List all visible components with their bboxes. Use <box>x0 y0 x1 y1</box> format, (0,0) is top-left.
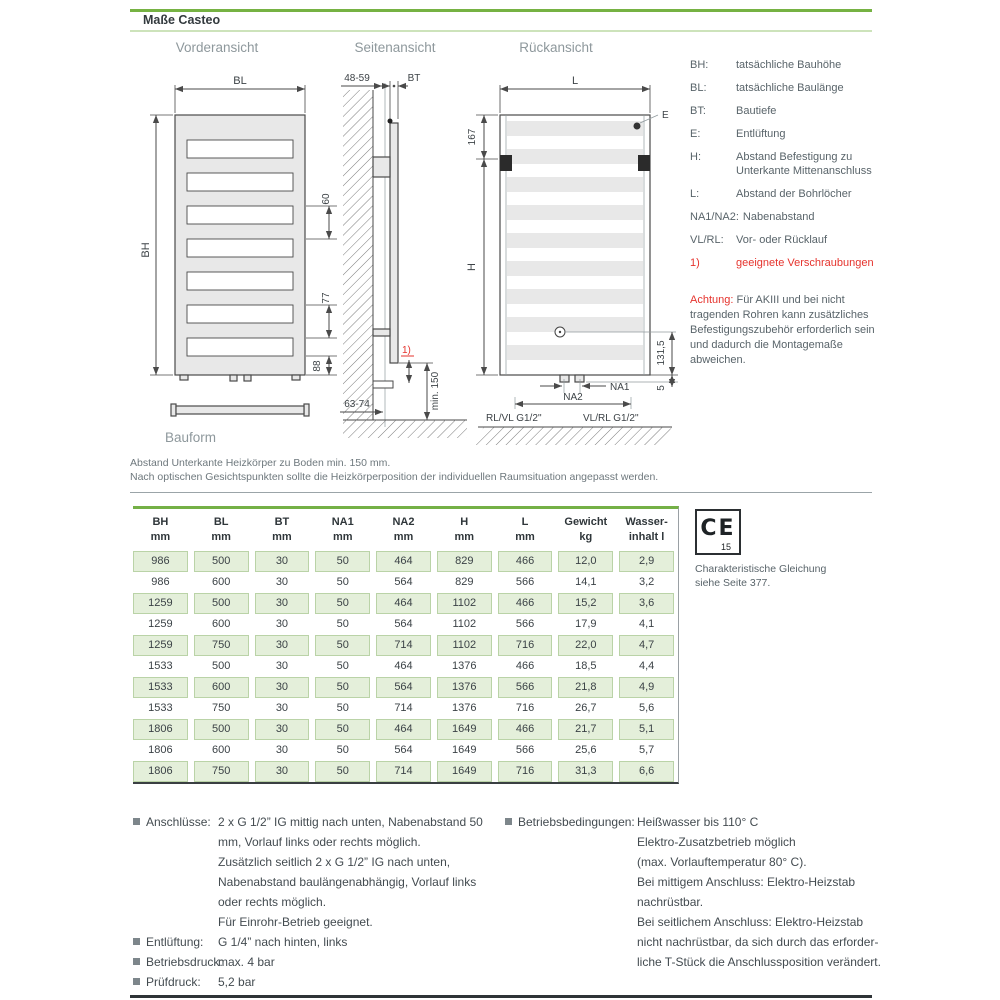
table-cell: 1649 <box>437 761 492 782</box>
column-header <box>315 515 370 545</box>
table-cell: 31,3 <box>558 761 613 782</box>
legend-value: tatsächliche Baulänge <box>736 82 844 94</box>
column-header <box>133 515 188 545</box>
radiator-side-body <box>390 123 398 363</box>
dim-88 <box>306 356 337 375</box>
spec-label <box>133 932 218 952</box>
header-name: BH <box>152 516 169 528</box>
table-cell: 50 <box>315 593 370 614</box>
legend-value: geeignete Verschraubungen <box>736 257 874 269</box>
table-cell: 986 <box>133 551 188 572</box>
spec-value <box>637 812 881 972</box>
table-cell: 600 <box>194 677 249 698</box>
table-cell: 564 <box>394 744 413 756</box>
rear-view-drawing <box>460 55 690 455</box>
table-cell: 21,8 <box>558 677 613 698</box>
spec-value-line: nachrüstbar. <box>637 895 704 909</box>
spec-value-line: 5,2 bar <box>218 975 256 989</box>
spec-value-line: 2 x G 1/2” IG mittig nach unten, Nabenabstand 50 <box>218 815 483 829</box>
svg-text:63-74: 63-74 <box>344 399 370 410</box>
table-row <box>133 740 674 761</box>
table-row <box>133 761 674 782</box>
table-row <box>133 593 674 614</box>
spec-label-text: Prüfdruck: <box>146 975 201 989</box>
ce-note <box>695 562 826 590</box>
table-cell: 6,6 <box>619 761 674 782</box>
table-cell: 30 <box>255 719 310 740</box>
legend-key: BH: <box>690 59 709 71</box>
table-cell: 30 <box>255 551 310 572</box>
svg-text:NA2: NA2 <box>563 392 583 403</box>
legend-value: Bautiefe <box>736 105 777 117</box>
svg-text:167: 167 <box>467 128 478 146</box>
spec-label-text: Entlüftung: <box>146 935 204 949</box>
spec-value-line: (max. Vorlauftemperatur 80° C). <box>637 855 807 869</box>
table-cell: 50 <box>315 761 370 782</box>
dim-wall-offset <box>341 73 382 86</box>
table-cell: 30 <box>275 576 289 588</box>
table-cell: 500 <box>194 719 249 740</box>
column-header <box>619 515 674 545</box>
legend <box>690 58 875 279</box>
spec-group <box>133 812 498 932</box>
rear-view-label: Rückansicht <box>519 40 593 55</box>
legend-value: tatsächliche Bauhöhe <box>736 59 842 71</box>
header-name: L <box>521 516 529 528</box>
table-cell: 1806 <box>133 761 188 782</box>
header-unit: mm <box>150 531 171 543</box>
header-unit: mm <box>393 531 414 543</box>
spec-value <box>218 932 498 952</box>
footnotes <box>130 456 658 484</box>
table-cell: 50 <box>336 618 349 630</box>
table-cell: 466 <box>498 719 553 740</box>
ce-note-line-1: Charakteristische Gleichung <box>695 563 827 575</box>
ground-hatch <box>472 427 672 445</box>
bullet-square-icon <box>133 818 140 825</box>
table-cell: 714 <box>376 635 431 656</box>
spec-value-line: Bei mittigem Anschluss: Elektro-Heizstab <box>637 875 856 889</box>
legend-item <box>690 256 875 270</box>
table-cell: 564 <box>394 576 413 588</box>
spec-label <box>133 952 223 972</box>
table-header-row <box>133 509 674 551</box>
floor-hatch <box>343 420 467 438</box>
table-row <box>133 635 674 656</box>
radiator-front-feet <box>180 375 300 381</box>
svg-text:min. 150: min. 150 <box>430 371 441 411</box>
svg-text:88: 88 <box>312 360 323 372</box>
mounting-bracket-left <box>500 155 512 171</box>
bottom-rule <box>130 995 872 998</box>
table-cell: 50 <box>336 576 349 588</box>
table-cell: 17,9 <box>575 618 597 630</box>
table-cell: 500 <box>211 660 231 672</box>
table-cell: 1102 <box>452 618 477 630</box>
bottom-connections <box>560 375 584 382</box>
spec-value-line: Bei seitlichem Anschluss: Elektro-Heizstab <box>637 915 864 929</box>
ce-note-line-2: siehe Seite 377. <box>695 577 771 589</box>
table-cell: 566 <box>515 618 535 630</box>
svg-text:60: 60 <box>321 193 332 205</box>
table-cell: 5,1 <box>619 719 674 740</box>
page-title: Maße Casteo <box>143 13 221 27</box>
bullet-square-icon <box>133 958 140 965</box>
specs-left <box>133 812 498 992</box>
header-unit: kg <box>579 531 593 543</box>
table-cell: 14,1 <box>575 576 597 588</box>
spec-label-text: Betriebsdruck: <box>146 955 223 969</box>
table-cell: 464 <box>376 593 431 614</box>
spec-value-line: Zusätzlich seitlich 2 x G 1/2” IG nach unten, <box>218 855 451 869</box>
column-header <box>194 515 249 545</box>
bullet-square-icon <box>505 818 512 825</box>
legend-value: Abstand der Bohrlöcher <box>736 188 852 200</box>
table-cell: 1649 <box>452 744 477 756</box>
ce-mark <box>695 509 741 555</box>
table-cell: 564 <box>394 618 413 630</box>
table-cell: 3,2 <box>638 576 655 588</box>
table-cell: 1649 <box>437 719 492 740</box>
table-cell: 50 <box>315 677 370 698</box>
table-cell: 566 <box>515 744 535 756</box>
table-cell: 30 <box>275 660 289 672</box>
table-cell: 500 <box>194 551 249 572</box>
header-name: NA1 <box>331 516 354 528</box>
svg-text:BT: BT <box>407 73 421 84</box>
table-cell: 564 <box>376 677 431 698</box>
spec-value-line: Heißwasser bis 110° C <box>637 815 759 829</box>
table-cell: 829 <box>455 576 474 588</box>
legend-key: VL/RL: <box>690 234 724 246</box>
table-cell: 1376 <box>452 702 477 714</box>
svg-text:131,5: 131,5 <box>656 340 667 366</box>
wall-hatch <box>343 90 373 420</box>
table-cell: 2,9 <box>619 551 674 572</box>
table-cell: 466 <box>498 551 553 572</box>
dim-60 <box>306 193 337 239</box>
legend-key: 1) <box>690 257 700 269</box>
column-header <box>437 515 492 545</box>
spec-value-line: G 1/4” nach hinten, links <box>218 935 348 949</box>
legend-value: Vor- oder Rücklauf <box>736 234 828 246</box>
spec-value-line: oder rechts möglich. <box>218 895 327 909</box>
spec-value-line: Elektro-Zusatzbetrieb möglich <box>637 835 796 849</box>
spec-label <box>133 812 218 832</box>
specs-right <box>505 812 880 972</box>
table-cell: 4,1 <box>638 618 655 630</box>
table-cell: 1533 <box>133 677 188 698</box>
spec-value-line: nicht nachrüstbar, da sich durch das erforder- <box>637 935 879 949</box>
svg-text:77: 77 <box>321 292 332 304</box>
table-cell: 716 <box>515 702 535 714</box>
dim-ref1 <box>401 345 414 383</box>
legend-key: E: <box>690 128 701 140</box>
table-cell: 1533 <box>148 702 173 714</box>
table-cell: 466 <box>498 593 553 614</box>
table-row <box>133 572 674 593</box>
table-cell: 716 <box>498 635 553 656</box>
table-cell: 30 <box>275 744 289 756</box>
spec-label-text: Betriebsbedingungen: <box>518 815 635 829</box>
table-cell: 1376 <box>452 660 477 672</box>
spec-label <box>133 972 218 992</box>
table-cell: 50 <box>315 719 370 740</box>
table-cell: 986 <box>151 576 170 588</box>
table-cell: 1376 <box>437 677 492 698</box>
footnote-line-2: Nach optischen Gesichtspunkten sollte die Heizkörperposition der individuellen Raumsituation angepasst werden. <box>130 471 659 483</box>
table-cell: 21,7 <box>558 719 613 740</box>
valve <box>373 381 393 388</box>
header-unit: mm <box>211 531 231 543</box>
table-cell: 566 <box>515 576 535 588</box>
header-unit: mm <box>515 531 535 543</box>
table-cell: 750 <box>194 635 249 656</box>
dim-167 <box>467 115 498 159</box>
header-unit: mm <box>272 531 292 543</box>
table-cell: 4,9 <box>619 677 674 698</box>
table-cell: 464 <box>394 660 413 672</box>
title-underline-rule <box>130 30 872 32</box>
spec-label-text: Anschlüsse: <box>146 815 211 829</box>
table-cell: 25,6 <box>575 744 597 756</box>
table-cell: 50 <box>336 702 349 714</box>
table-cell: 50 <box>336 660 349 672</box>
table-cell: 566 <box>498 677 553 698</box>
bauform-label: Bauform <box>165 430 217 445</box>
wall-bracket-upper <box>373 157 390 177</box>
spec-value-line: mm, Vorlauf links oder rechts möglich. <box>218 835 421 849</box>
legend-item <box>690 104 875 118</box>
svg-text:H: H <box>466 263 478 271</box>
dim-77 <box>306 292 337 338</box>
legend-item <box>690 150 875 178</box>
table-cell: 1806 <box>133 719 188 740</box>
table-cell: 50 <box>315 635 370 656</box>
table-cell: 600 <box>211 744 231 756</box>
footnote-line-1: Abstand Unterkante Heizkörper zu Boden min. 150 mm. <box>130 457 391 469</box>
table-cell: 5,6 <box>638 702 655 714</box>
table-row <box>133 656 674 677</box>
dim-na1 <box>540 379 630 393</box>
header-name: H <box>460 516 469 528</box>
table-cell: 829 <box>437 551 492 572</box>
svg-text:BL: BL <box>233 75 247 87</box>
spec-value <box>218 812 498 932</box>
dim-l <box>500 75 650 113</box>
table-cell: 750 <box>194 761 249 782</box>
spec-value-line: Für Einrohr-Betrieb geeignet. <box>218 915 373 929</box>
header-name: Wasser- <box>625 516 668 528</box>
spec-value-line: max. 4 bar <box>218 955 275 969</box>
table-cell: 714 <box>376 761 431 782</box>
legend-item <box>690 58 875 72</box>
table-cell: 500 <box>194 593 249 614</box>
table-cell: 1259 <box>133 593 188 614</box>
legend-key: BT: <box>690 105 706 117</box>
spec-group <box>133 952 498 972</box>
table-row <box>133 677 674 698</box>
front-view-label: Vorderansicht <box>175 40 259 55</box>
warning-note <box>690 293 878 368</box>
column-header <box>558 515 613 545</box>
table-cell: 18,5 <box>575 660 597 672</box>
table-cell: 5,7 <box>638 744 655 756</box>
port-label-left: RL/VL G1/2'' <box>486 413 542 424</box>
table-row <box>133 551 674 572</box>
table-cell: 466 <box>515 660 535 672</box>
dim-min150 <box>399 363 441 420</box>
svg-text:1): 1) <box>402 345 411 356</box>
table-cell: 30 <box>255 593 310 614</box>
spec-group <box>133 972 498 992</box>
table-cell: 50 <box>336 744 349 756</box>
mounting-bracket-right <box>638 155 650 171</box>
legend-value: Entlüftung <box>736 128 786 140</box>
side-view-drawing <box>335 55 475 455</box>
column-header <box>376 515 431 545</box>
column-header <box>255 515 310 545</box>
vent-side-icon <box>388 119 393 124</box>
table-cell: 4,4 <box>638 660 655 672</box>
table-cell: 716 <box>498 761 553 782</box>
legend-value: Abstand Befestigung zu Unterkante Mittenanschluss <box>736 151 872 177</box>
svg-text:NA1: NA1 <box>610 382 630 393</box>
table-cell: 15,2 <box>558 593 613 614</box>
dim-131 <box>650 332 678 375</box>
warning-text: Für AKIII und bei nicht tragenden Rohren kann zusätzliches Befestigungszubehör erforderlich sein und dadurch die Montagemaße abweichen. <box>690 294 875 366</box>
bullet-square-icon <box>133 978 140 985</box>
svg-text:5: 5 <box>656 385 667 391</box>
spec-value-line: Nabenabstand baulängenabhängig, Vorlauf links <box>218 875 477 889</box>
table-row <box>133 614 674 635</box>
legend-item <box>690 233 875 247</box>
dim-na2 <box>515 392 631 409</box>
dim-bl <box>175 75 305 113</box>
dim-h <box>466 159 498 375</box>
svg-text:E: E <box>662 110 669 121</box>
table-cell: 464 <box>376 551 431 572</box>
legend-item <box>690 210 875 224</box>
radiator-top-view <box>171 404 309 416</box>
top-accent-rule <box>130 9 872 12</box>
port-label-right: VL/RL G1/2'' <box>583 413 639 424</box>
dim-bh <box>140 115 173 375</box>
legend-value: Nabenabstand <box>742 211 815 223</box>
legend-key: NA1/NA2: <box>690 211 739 223</box>
side-view-label: Seitenansicht <box>354 40 436 55</box>
header-name: BT <box>274 516 290 528</box>
svg-text:48-59: 48-59 <box>344 73 370 84</box>
wall-bracket-lower <box>373 329 390 336</box>
spec-value <box>218 972 498 992</box>
ce-number: 15 <box>720 542 731 552</box>
dim-bt <box>380 73 420 119</box>
spec-value <box>218 952 498 972</box>
spec-value-line: liche T-Stück die Anschlussposition verändert. <box>637 955 881 969</box>
table-cell: 22,0 <box>558 635 613 656</box>
table-cell: 600 <box>211 618 231 630</box>
section-divider <box>130 492 872 493</box>
table-cell: 30 <box>275 618 289 630</box>
dim-5 <box>586 375 678 391</box>
legend-item <box>690 81 875 95</box>
table-cell: 464 <box>376 719 431 740</box>
svg-text:L: L <box>571 75 579 87</box>
header-unit: inhalt l <box>628 531 665 543</box>
column-header <box>498 515 553 545</box>
front-view-drawing <box>130 55 350 455</box>
table-cell: 30 <box>255 677 310 698</box>
table-cell: 714 <box>394 702 413 714</box>
table-cell: 30 <box>255 761 310 782</box>
ce-letters: CE <box>700 516 736 541</box>
warning-label: Achtung: <box>690 294 734 306</box>
table-cell: 12,0 <box>558 551 613 572</box>
table-cell: 1259 <box>133 635 188 656</box>
table-row <box>133 719 674 740</box>
table-cell: 1806 <box>148 744 173 756</box>
table-cell: 1533 <box>148 660 173 672</box>
header-name: Gewicht <box>564 516 608 528</box>
header-name: NA2 <box>392 516 415 528</box>
svg-text:BH: BH <box>140 242 152 258</box>
table-cell: 30 <box>275 702 289 714</box>
bullet-square-icon <box>133 938 140 945</box>
legend-item <box>690 127 875 141</box>
table-cell: 1259 <box>148 618 173 630</box>
table-row <box>133 698 674 719</box>
legend-item <box>690 187 875 201</box>
table-cell: 750 <box>211 702 231 714</box>
legend-key: H: <box>690 151 701 163</box>
table-cell: 1102 <box>437 593 492 614</box>
spec-group <box>133 932 498 952</box>
spec-label <box>505 812 637 832</box>
table-cell: 30 <box>255 635 310 656</box>
header-unit: mm <box>454 531 475 543</box>
table-cell: 50 <box>315 551 370 572</box>
table-cell: 26,7 <box>575 702 597 714</box>
dimensions-table <box>133 506 679 784</box>
spec-group <box>505 812 880 972</box>
header-name: BL <box>213 516 229 528</box>
table-cell: 3,6 <box>619 593 674 614</box>
table-cell: 1102 <box>437 635 492 656</box>
header-unit: mm <box>332 531 353 543</box>
table-cell: 4,7 <box>619 635 674 656</box>
legend-key: BL: <box>690 82 707 94</box>
legend-key: L: <box>690 188 700 200</box>
table-cell: 600 <box>211 576 231 588</box>
